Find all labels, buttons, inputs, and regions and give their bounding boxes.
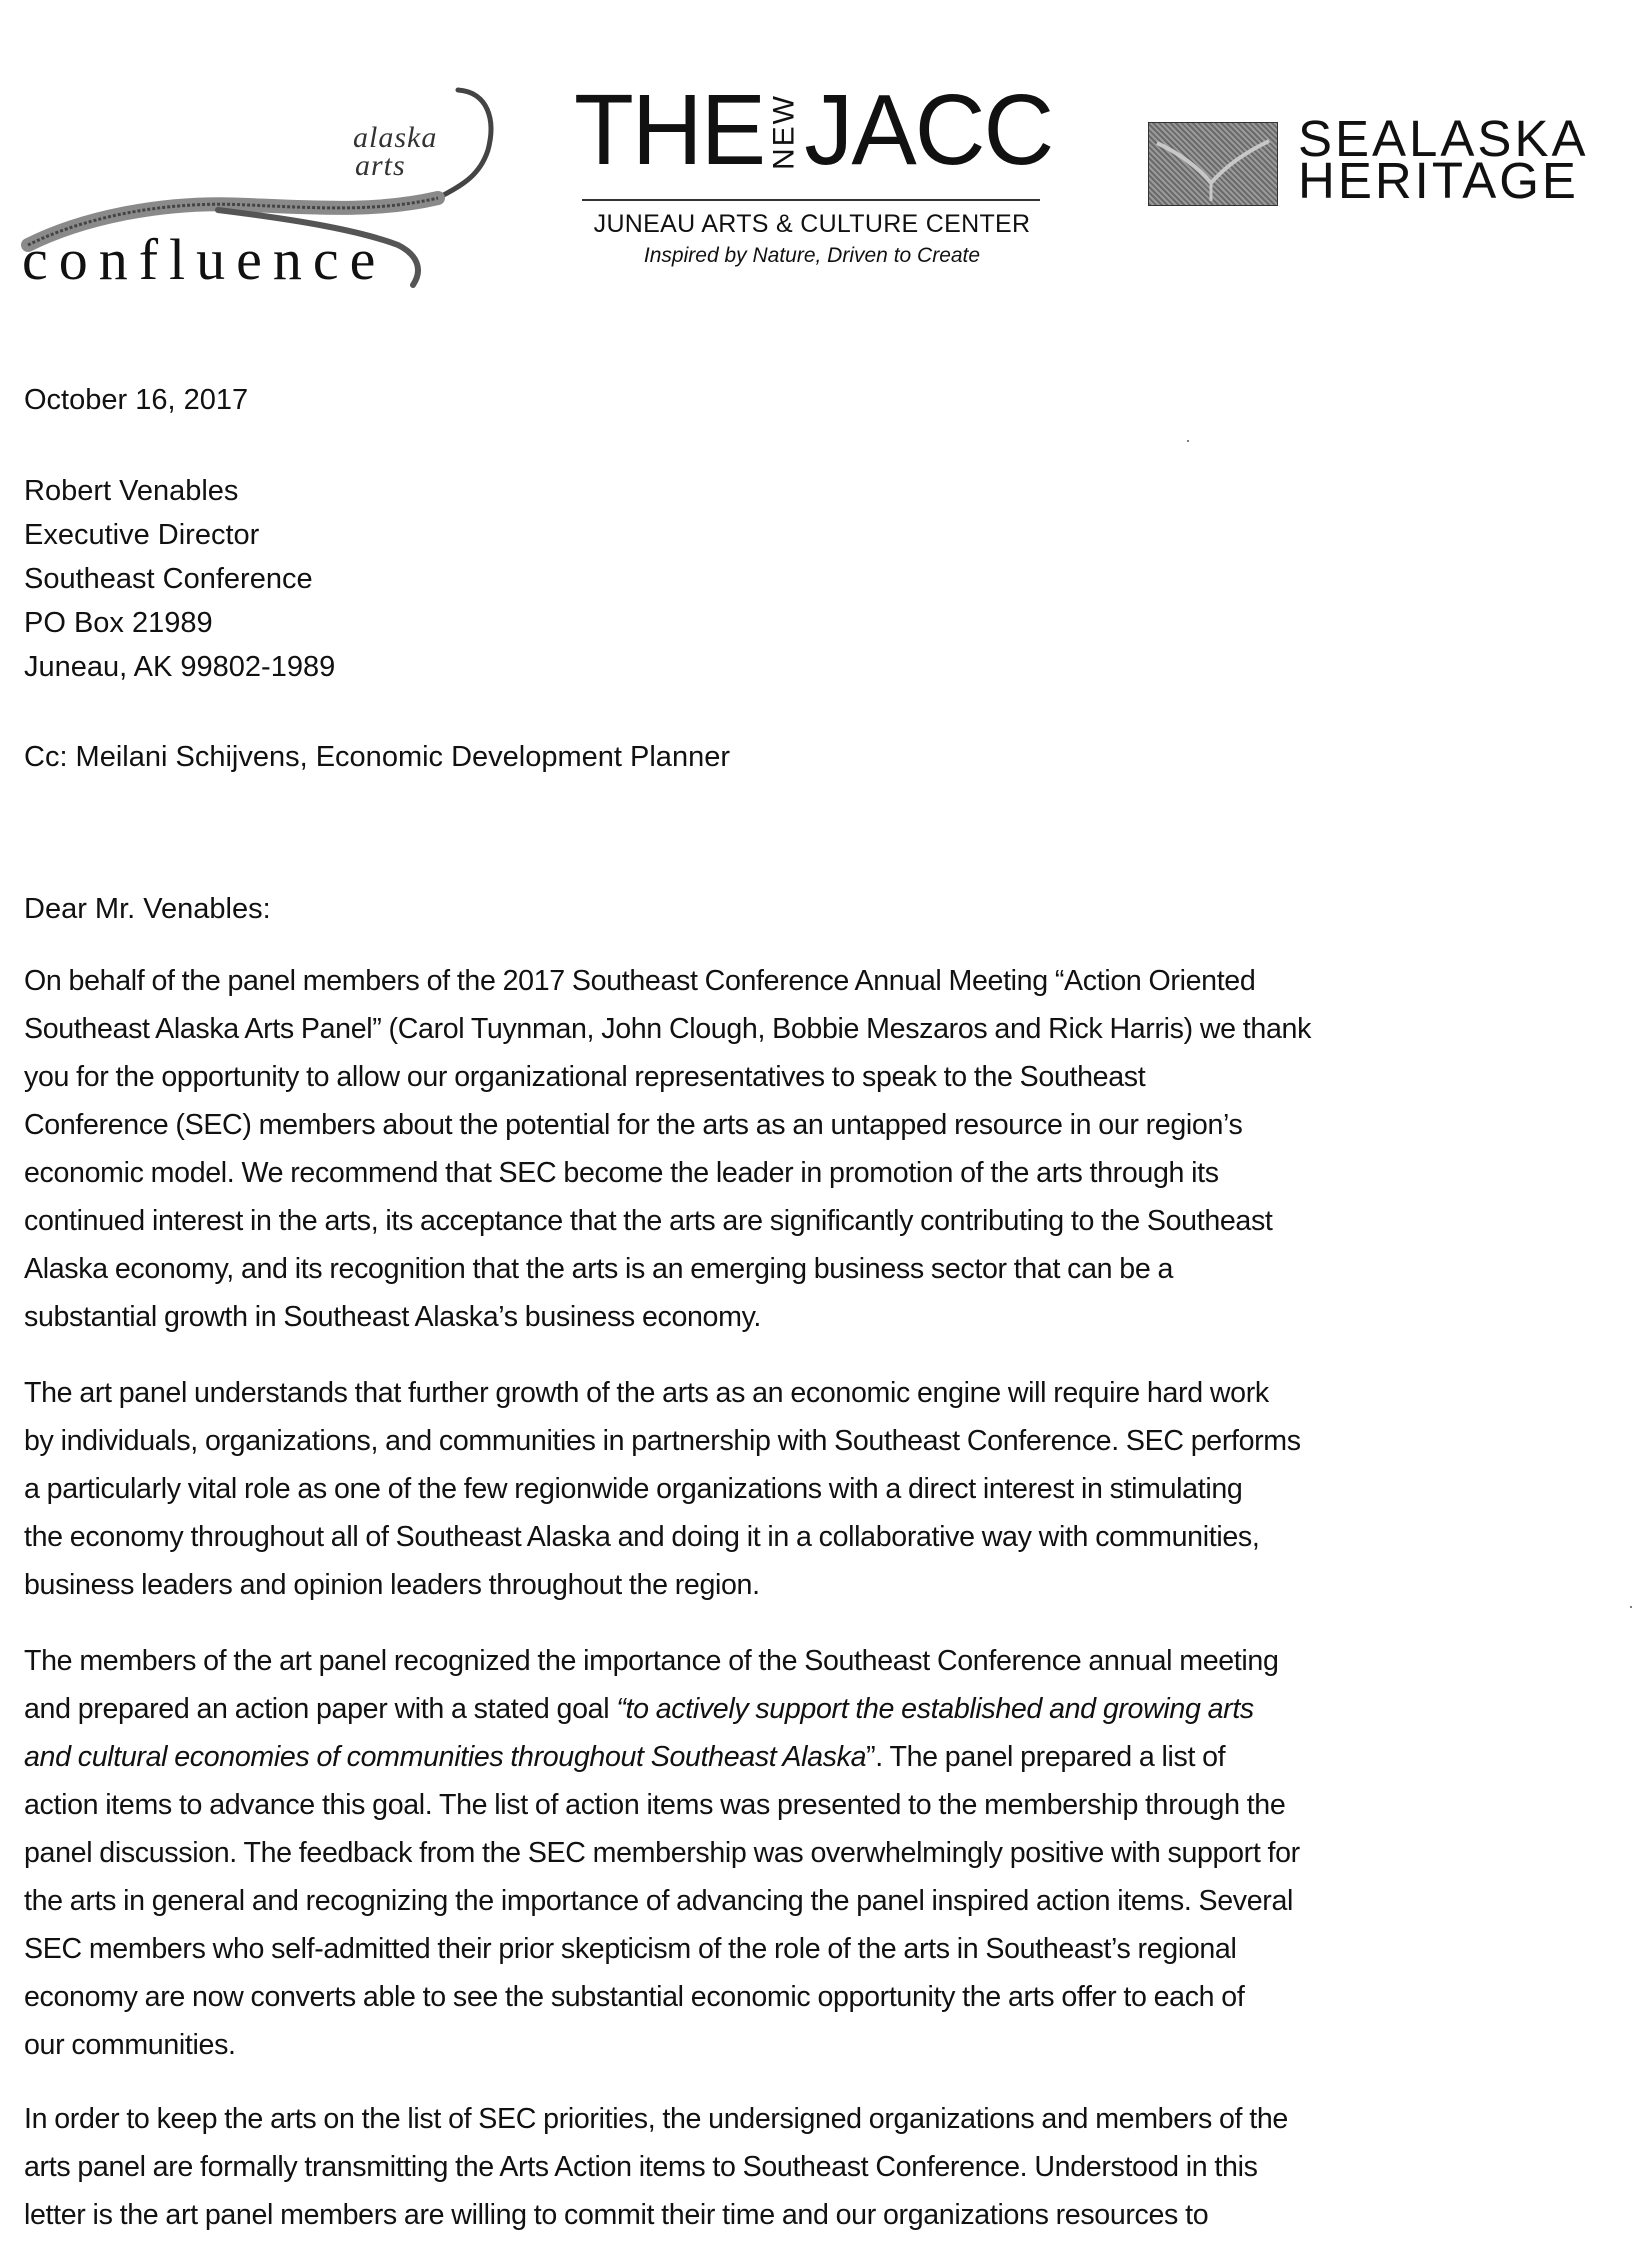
paragraph-line: you for the opportunity to allow our organizational representatives to speak to the Southeast [24, 1061, 1146, 1093]
alaska-arts-confluence-logo [18, 80, 518, 300]
paragraph-1 [24, 957, 1609, 1341]
paragraph-line: continued interest in the arts, its acceptance that the arts are significantly contributing to the Southeast [24, 1205, 1273, 1237]
paragraph-3 [24, 1637, 1609, 2069]
paragraph-line: The members of the art panel recognized the importance of the Southeast Conference annual meeting [24, 1645, 1279, 1677]
confluence-wordmark: confluence [22, 227, 387, 292]
sealaska-line2: HERITAGE [1298, 152, 1579, 209]
paragraph-line: arts panel are formally transmitting the Arts Action items to Southeast Conference. Understood in this [24, 2151, 1258, 2183]
paragraph-2 [24, 1369, 1609, 1609]
jacc-tagline: Inspired by Nature, Driven to Create [643, 244, 981, 267]
sealaska-text [1298, 110, 1589, 209]
jacc-new-vertical [768, 91, 801, 173]
paragraph-line [24, 1685, 1609, 1733]
paragraph-line: In order to keep the arts on the list of SEC priorities, the undersigned organizations and members of the [24, 2103, 1288, 2135]
paragraph-line: Alaska economy, and its recognition that the arts is an emerging business sector that can be a [24, 1253, 1174, 1285]
jacc-wordmark [574, 74, 1053, 186]
letterhead [0, 0, 1650, 300]
paragraph-text: ”. The panel prepared a list of [866, 1741, 1226, 1773]
sealaska-line1: SEALASKA [1298, 110, 1589, 167]
paragraph-line: SEC members who self-admitted their prior skepticism of the role of the arts in Southeast’s regional [24, 1933, 1237, 1965]
jacc-new-text: NEW [768, 94, 801, 170]
new-jacc-logo [570, 74, 1053, 285]
paragraph-line: letter is the art panel members are willing to commit their time and our organizations resources to [24, 2199, 1209, 2231]
confluence-alaska-text: alaska [353, 121, 438, 154]
paragraph-text: and prepared an action paper with a stated goal [24, 1693, 617, 1725]
paragraph-line: Conference (SEC) members about the potential for the arts as an untapped resource in our region’s [24, 1109, 1243, 1141]
jacc-divider [582, 199, 1040, 201]
paragraph-line: the economy throughout all of Southeast Alaska and doing it in a collaborative way with communities, [24, 1521, 1260, 1553]
paragraph-line: substantial growth in Southeast Alaska’s business economy. [24, 1301, 761, 1333]
goal-quote-italic: and cultural economies of communities throughout Southeast Alaska [24, 1741, 867, 1773]
scan-speck [1630, 1606, 1632, 1608]
scan-speck [1187, 440, 1189, 442]
jacc-the-text: THE [574, 74, 765, 186]
recipient-organization: Southeast Conference [24, 563, 313, 595]
recipient-address-line1: PO Box 21989 [24, 607, 213, 639]
paragraph-line: business leaders and opinion leaders throughout the region. [24, 1569, 760, 1601]
confluence-arts-text: arts [355, 149, 406, 182]
paragraph-line: by individuals, organizations, and communities in partnership with Southeast Conference. SEC performs [24, 1425, 1301, 1457]
paragraph-line: On behalf of the panel members of the 2017 Southeast Conference Annual Meeting “Action Oriented [24, 965, 1256, 997]
letter-date: October 16, 2017 [24, 384, 249, 416]
paragraph-line: our communities. [24, 2029, 236, 2061]
paragraph-line: The art panel understands that further growth of the arts as an economic engine will require hard work [24, 1377, 1269, 1409]
jacc-jacc-text: JACC [804, 74, 1053, 186]
paragraph-line: economy are now converts able to see the substantial economic opportunity the arts offer to each of [24, 1981, 1245, 2013]
recipient-name: Robert Venables [24, 475, 239, 507]
cc-line: Cc: Meilani Schijvens, Economic Development Planner [24, 741, 730, 773]
paragraph-line: action items to advance this goal. The list of action items was presented to the membership through the [24, 1789, 1286, 1821]
sealaska-heritage-logo [1148, 110, 1648, 209]
paragraph-line: a particularly vital role as one of the few regionwide organizations with a direct interest in stimulating [24, 1473, 1243, 1505]
paragraph-4 [24, 2095, 1609, 2239]
recipient-title: Executive Director [24, 519, 260, 551]
paragraph-line: panel discussion. The feedback from the SEC membership was overwhelmingly positive with support for [24, 1837, 1300, 1869]
sealaska-emblem-icon [1148, 122, 1278, 206]
goal-quote-italic: “to actively support the established and growing arts [616, 1693, 1254, 1725]
paragraph-line: Southeast Alaska Arts Panel” (Carol Tuynman, John Clough, Bobbie Meszaros and Rick Harris) we thank [24, 1013, 1312, 1045]
jacc-subtitle: JUNEAU ARTS & CULTURE CENTER [593, 210, 1031, 238]
paragraph-line [24, 1733, 1609, 1781]
paragraph-line: economic model. We recommend that SEC become the leader in promotion of the arts through its [24, 1157, 1219, 1189]
recipient-address-line2: Juneau, AK 99802-1989 [24, 651, 336, 683]
salutation: Dear Mr. Venables: [24, 893, 271, 925]
paragraph-line: the arts in general and recognizing the importance of advancing the panel inspired action items. Several [24, 1885, 1294, 1917]
